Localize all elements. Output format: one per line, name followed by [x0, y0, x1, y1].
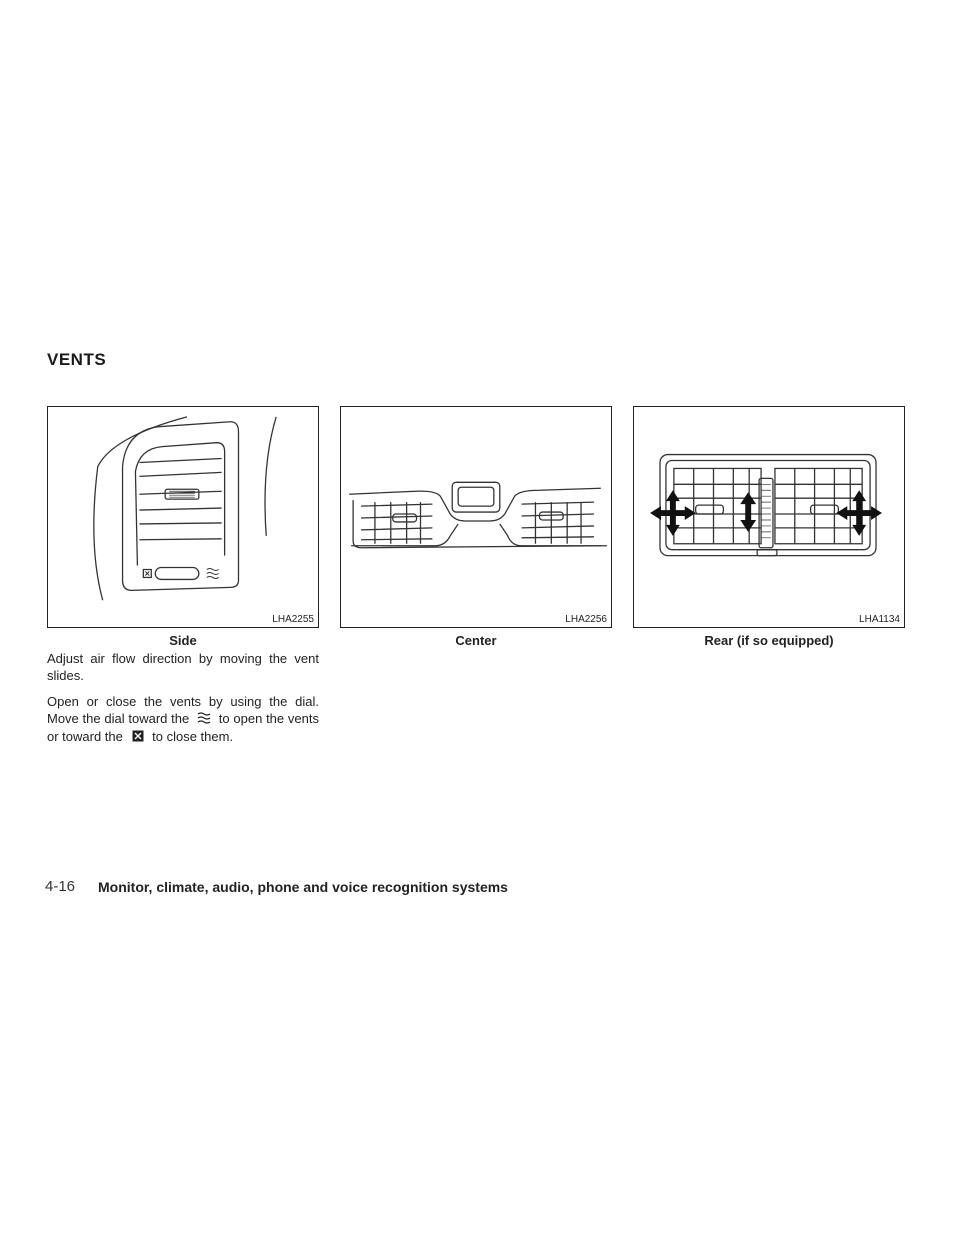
chapter-title: Monitor, climate, audio, phone and voice recognition systems — [98, 879, 508, 895]
figure-caption-rear: Rear (if so equipped) — [704, 633, 834, 648]
figure-code: LHA1134 — [859, 614, 900, 625]
figure-side-vent — [47, 406, 319, 628]
paragraph-open-close: Open or close the vents by using the dial. Move the dial toward the to open the vents or toward the to close them. — [47, 693, 319, 746]
figure-center-vent — [340, 406, 612, 628]
close-vent-icon — [127, 729, 149, 746]
figure-rear-vent — [633, 406, 905, 628]
center-vent-illustration — [341, 407, 611, 627]
page-number: 4-16 — [45, 878, 76, 895]
paragraph-adjust: Adjust air flow direction by moving the vent slides. — [47, 651, 319, 683]
figure-code: LHA2256 — [565, 614, 607, 625]
figure-caption-side: Side — [169, 633, 197, 648]
arrow-4way-left-icon — [650, 490, 696, 536]
open-vent-icon — [193, 711, 215, 728]
figure-code: LHA2255 — [272, 614, 314, 625]
arrow-4way-right-icon — [836, 490, 882, 536]
rear-vent-illustration — [634, 407, 904, 627]
section-title: VENTS — [47, 350, 107, 369]
side-vent-illustration — [48, 407, 318, 627]
instruction-text — [47, 650, 319, 755]
figure-caption-center: Center — [455, 633, 497, 648]
